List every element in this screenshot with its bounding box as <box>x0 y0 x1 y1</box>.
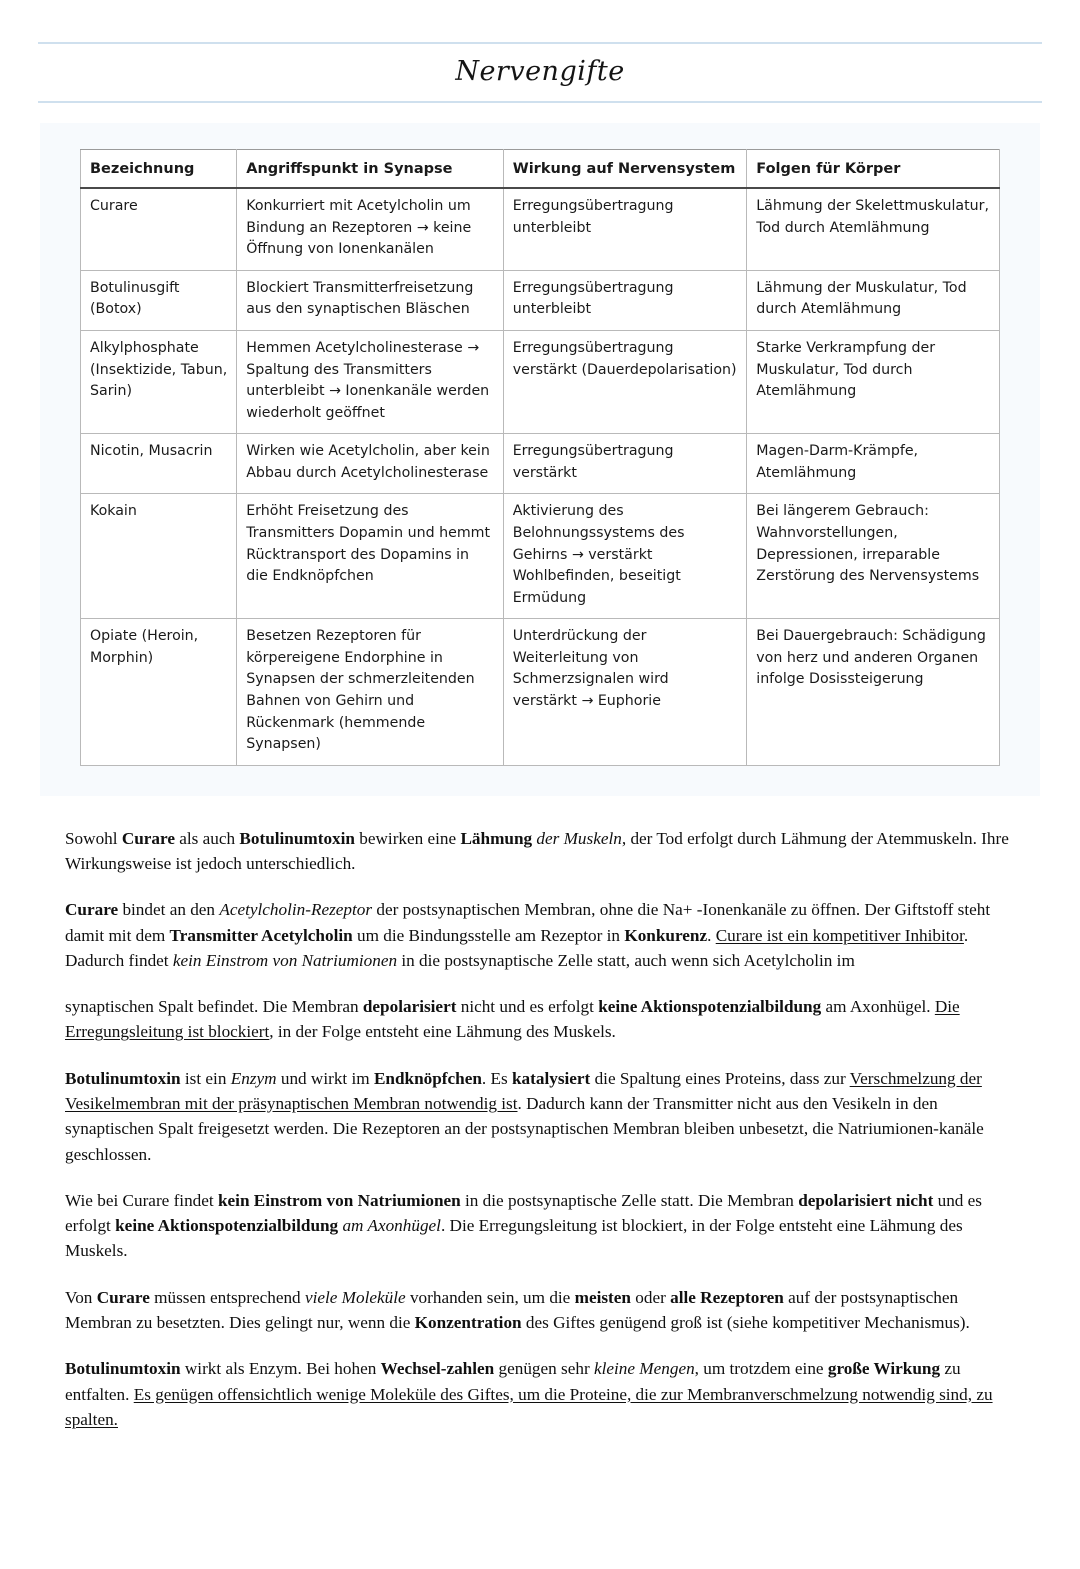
cell-bezeichnung: Opiate (Heroin, Morphin) <box>81 619 237 765</box>
text-run: Sowohl <box>65 828 122 848</box>
cell-folgen: Starke Verkrampfung der Muskulatur, Tod durch Atemlähmung <box>747 330 1000 433</box>
cell-bezeichnung: Alkylphosphate (Insektizide, Tabun, Sarin) <box>81 330 237 433</box>
text-run: kleine Mengen <box>593 1359 695 1379</box>
cell-wirkung: Unterdrückung der Weiterleitung von Schmerzsignalen wird verstärkt → Euphorie <box>503 619 747 765</box>
text-run: . Dadurch kann der Transmitter nicht aus den Vesikeln in den synaptischen Spalt freigesetzt werden. Die Rezeptoren an der postsynaptischen Membran bleiben unbesetzt, die Natriumionen-kanäle geschlossen. <box>65 1094 984 1164</box>
text-run: kein Einstrom von Natriumionen <box>172 950 398 970</box>
table-panel <box>40 123 1040 796</box>
text-run: der postsynaptischen Membran, ohne die Na+ -Ionenkanäle zu öffnen. Der Giftstoff steht damit mit dem <box>65 900 991 945</box>
table-row <box>81 619 1000 765</box>
cell-wirkung: Erregungsübertragung verstärkt (Dauerdepolarisation) <box>503 330 747 433</box>
text-run: , in der Folge entsteht eine Lähmung des Muskels. <box>269 1022 616 1042</box>
text-run: in die postsynaptische Zelle statt. Die Membran <box>460 1190 799 1210</box>
table-row <box>81 494 1000 619</box>
text-run: . Dadurch findet <box>65 925 969 970</box>
text-run: keine Aktionspotenzialbildung <box>115 1216 343 1236</box>
text-run: Wie bei Curare findet <box>65 1190 218 1210</box>
cell-angriffspunkt: Hemmen Acetylcholinesterase → Spaltung des Transmitters unterbleibt → Ionenkanäle werden wiederholt geöffnet <box>237 330 504 433</box>
column-header-wirkung: Wirkung auf Nervensystem <box>503 150 747 189</box>
text-run: , um trotzdem eine <box>694 1359 828 1379</box>
text-run: nicht und es erfolgt <box>456 997 599 1017</box>
text-run: der Muskeln <box>536 828 622 848</box>
cell-bezeichnung: Curare <box>81 188 237 270</box>
cell-folgen: Lähmung der Skelettmuskulatur, Tod durch Atemlähmung <box>747 188 1000 270</box>
cell-folgen: Lähmung der Muskulatur, Tod durch Atemlähmung <box>747 270 1000 330</box>
cell-folgen: Bei längerem Gebrauch: Wahnvorstellungen, Depressionen, irreparable Zerstörung des Nervensystems <box>747 494 1000 619</box>
text-run: Curare <box>65 900 119 920</box>
text-run: bewirken eine <box>354 828 461 848</box>
text-run: Enzym <box>230 1068 277 1088</box>
text-run: müssen entsprechend <box>149 1287 305 1307</box>
cell-bezeichnung: Nicotin, Musacrin <box>81 434 237 494</box>
table-body <box>81 188 1000 765</box>
page-title: Nervengifte <box>455 56 625 87</box>
text-run: Acetylcholin-Rezeptor <box>219 900 373 920</box>
paragraph-botulinumtoxin-enzyme <box>65 1066 1015 1167</box>
text-run: meisten <box>574 1287 631 1307</box>
cell-angriffspunkt: Erhöht Freisetzung des Transmitters Dopamin und hemmt Rücktransport des Dopamins in die Endknöpfchen <box>237 494 504 619</box>
text-run: Botulinumtoxin <box>65 1359 181 1379</box>
column-header-angriffspunkt: Angriffspunkt in Synapse <box>237 150 504 189</box>
cell-angriffspunkt: Blockiert Transmitterfreisetzung aus den synaptischen Bläschen <box>237 270 504 330</box>
text-run: um die Bindungsstelle am Rezeptor in <box>352 925 625 945</box>
text-run: kein Einstrom von Natriumionen <box>217 1190 461 1210</box>
text-run: oder <box>630 1287 671 1307</box>
cell-bezeichnung: Kokain <box>81 494 237 619</box>
text-run: keine Aktionspotenzialbildung <box>598 997 822 1017</box>
text-run: depolarisiert <box>362 997 457 1017</box>
paragraph-botulinumtoxin-potency <box>65 1356 1015 1432</box>
paragraph-comparison <box>65 1188 1015 1264</box>
text-run: Botulinumtoxin <box>239 828 355 848</box>
cell-bezeichnung: Botulinusgift (Botox) <box>81 270 237 330</box>
text-run: bindet an den <box>118 900 220 920</box>
column-header-bezeichnung: Bezeichnung <box>81 150 237 189</box>
text-run: katalysiert <box>511 1068 591 1088</box>
text-run: . Es <box>481 1068 512 1088</box>
text-run: zu entfalten. <box>65 1359 961 1404</box>
text-run: Von <box>65 1287 97 1307</box>
table-header <box>81 150 1000 189</box>
cell-angriffspunkt: Wirken wie Acetylcholin, aber kein Abbau durch Acetylcholinesterase <box>237 434 504 494</box>
text-run: synaptischen Spalt befindet. Die Membran <box>65 997 363 1017</box>
table-row <box>81 270 1000 330</box>
text-run: Curare <box>121 828 175 848</box>
text-run: auf der postsynaptischen Membran zu besetzten. Dies gelingt nur, wenn die <box>65 1287 959 1332</box>
text-run: in die postsynaptische Zelle statt, auch wenn sich Acetylcholin im <box>397 950 855 970</box>
column-header-folgen: Folgen für Körper <box>747 150 1000 189</box>
text-run: am Axonhügel. <box>821 997 935 1017</box>
text-run: Curare <box>96 1287 150 1307</box>
text-run: die Spaltung eines Proteins, dass zur <box>590 1068 850 1088</box>
cell-wirkung: Erregungsübertragung verstärkt <box>503 434 747 494</box>
text-run: depolarisiert nicht <box>798 1190 934 1210</box>
paragraph-curare-concentration <box>65 1285 1015 1336</box>
text-run: des Giftes genügend groß ist (siehe kompetitiver Mechanismus). <box>521 1312 970 1332</box>
text-run: alle Rezeptoren <box>670 1287 784 1307</box>
text-run: . Die Erregungsleitung ist blockiert, in der Folge entsteht eine Lähmung des Muskels. <box>65 1216 963 1261</box>
text-run: als auch <box>174 828 240 848</box>
text-run: große Wirkung <box>827 1359 941 1379</box>
text-run: Konkurenz <box>624 925 708 945</box>
text-run: Transmitter Acetylcholin <box>169 925 353 945</box>
text-run: Verschmelzung der Vesikelmembran mit der präsynaptischen Membran notwendig ist <box>65 1068 982 1113</box>
text-run: Es genügen offensichtlich wenige Moleküle des Giftes, um die Proteine, die zur Membranverschmelzung notwendig sind, zu spalten. <box>65 1384 993 1429</box>
cell-wirkung: Aktivierung des Belohnungssystems des Gehirns → verstärkt Wohlbefinden, beseitigt Ermüdung <box>503 494 747 619</box>
text-run: Konzentration <box>414 1312 522 1332</box>
cell-wirkung: Erregungsübertragung unterbleibt <box>503 188 747 270</box>
text-run: viele Moleküle <box>304 1287 406 1307</box>
text-run: , der Tod erfolgt durch Lähmung der Atemmuskeln. Ihre Wirkungsweise ist jedoch unterschiedlich. <box>65 828 1009 874</box>
text-run: am Axonhügel <box>342 1216 441 1236</box>
table-row <box>81 330 1000 433</box>
cell-angriffspunkt: Konkurriert mit Acetylcholin um Bindung an Rezeptoren → keine Öffnung von Ionenkanälen <box>237 188 504 270</box>
paragraph-summary <box>65 826 1015 877</box>
text-run: vorhanden sein, um die <box>405 1287 575 1307</box>
table-row <box>81 434 1000 494</box>
text-run: genügen sehr <box>494 1359 594 1379</box>
document-page <box>0 42 1080 1569</box>
text-run: und wirkt im <box>276 1068 374 1088</box>
text-run: . <box>707 925 716 945</box>
cell-folgen: Bei Dauergebrauch: Schädigung von herz und anderen Organen infolge Dosissteigerung <box>747 619 1000 765</box>
paragraph-curare-mechanism <box>65 897 1015 973</box>
cell-wirkung: Erregungsübertragung unterbleibt <box>503 270 747 330</box>
text-run: Endknöpfchen <box>373 1068 482 1088</box>
cell-folgen: Magen-Darm-Krämpfe, Atemlähmung <box>747 434 1000 494</box>
paragraph-curare-membrane <box>65 994 1015 1045</box>
text-run: Die Erregungsleitung ist blockiert <box>65 997 960 1042</box>
title-rule-bottom <box>38 101 1042 103</box>
text-run: und es erfolgt <box>65 1190 982 1236</box>
text-run: ist ein <box>180 1068 231 1088</box>
text-run: Botulinumtoxin <box>65 1068 181 1088</box>
nervengifte-table <box>80 149 1000 766</box>
body-text <box>65 826 1015 1432</box>
cell-angriffspunkt: Besetzen Rezeptoren für körpereigene Endorphine in Synapsen der schmerzleitenden Bahnen von Gehirn und Rückenmark (hemmende Synapsen) <box>237 619 504 765</box>
table-row <box>81 188 1000 270</box>
text-run: Lähmung <box>460 828 537 848</box>
text-run: Wechsel-zahlen <box>380 1359 495 1379</box>
text-run: wirkt als Enzym. Bei hohen <box>180 1359 381 1379</box>
text-run: Curare ist ein kompetitiver Inhibitor <box>715 925 964 945</box>
table-header-row <box>81 150 1000 189</box>
